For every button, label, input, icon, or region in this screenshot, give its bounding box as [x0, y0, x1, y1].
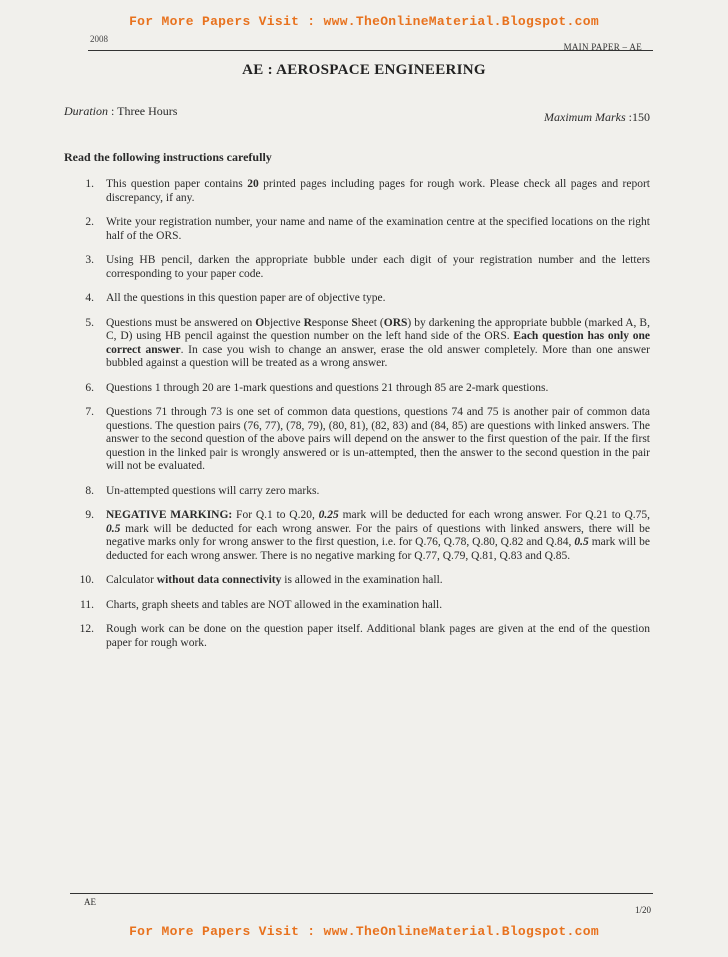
instruction-text-segment: Charts, graph sheets and tables are NOT allowed in the examination hall.	[106, 598, 443, 611]
instruction-text	[106, 509, 650, 562]
instruction-number: 11.	[80, 598, 94, 611]
instruction-item	[64, 509, 650, 563]
page-number: 1/20	[634, 905, 651, 915]
instruction-number: 1.	[85, 178, 94, 190]
instruction-text	[106, 623, 650, 649]
instruction-text-segment: heet (	[357, 316, 384, 329]
paper-code: MAIN PAPER – AE	[563, 42, 642, 52]
instruction-number: 5.	[85, 316, 94, 329]
instruction-text-segment: ) by darkening the appropriate bubble (marked A, B, C, D) using HB pencil against the question number on the left hand side of the ORS.	[106, 316, 650, 342]
instruction-item	[64, 485, 650, 499]
instruction-item	[64, 574, 650, 588]
instruction-text-segment: R	[303, 316, 312, 329]
instruction-text-segment: Using HB pencil, darken the appropriate bubble under each digit of your registration number and the letters corresponding to your paper code.	[106, 254, 650, 280]
page-title: AE : AEROSPACE ENGINEERING	[242, 62, 486, 78]
instruction-text-segment: Each question has only one correct answer	[106, 330, 650, 356]
instruction-item	[64, 406, 650, 474]
instruction-item	[64, 216, 650, 243]
instruction-text	[106, 599, 442, 611]
instruction-text-segment: O	[255, 316, 265, 329]
instruction-text-segment: S	[351, 316, 358, 329]
instruction-number: 2.	[85, 216, 94, 228]
instruction-item	[64, 317, 650, 371]
instruction-number: 8.	[85, 484, 94, 497]
instruction-text-segment: bjective	[264, 316, 304, 329]
bottom-banner: For More Papers Visit : www.TheOnlineMaterial.Blogspot.com	[129, 924, 599, 939]
instructions-list	[64, 178, 650, 661]
instruction-text-segment: . In case you wish to change an answer, erase the old answer completely. More than one answer bubbled against a question will be treated as a wrong answer.	[106, 343, 650, 369]
instruction-number: 7.	[85, 406, 94, 418]
instruction-number: 3.	[85, 254, 94, 266]
footer-divider	[70, 893, 653, 894]
instruction-text-segment: 0.5	[574, 536, 589, 548]
top-banner: For More Papers Visit : www.TheOnlineMaterial.Blogspot.com	[129, 14, 599, 29]
year-label: 2008	[90, 34, 108, 44]
instruction-text	[106, 382, 548, 394]
instruction-text-segment: is allowed in the examination hall.	[281, 574, 443, 586]
instruction-item	[64, 292, 650, 306]
instruction-number: 9.	[85, 509, 94, 521]
marks-value: :150	[625, 110, 650, 124]
instruction-text-segment: Questions 71 through 73 is one set of common data questions, questions 74 and 75 is another pair of common data questions. The question pairs (76, 77), (78, 79), (80, 81), (82, 83) and (84, 85) are questions with linked answers. The answer to the second question of the above pairs will depend on the answer to the first question of the pair. If the first question in the linked pair is wrongly answered or is un-attempted, then the answer to the second question in the pair will not be evaluated.	[106, 406, 650, 472]
instruction-text	[106, 178, 650, 204]
instruction-item	[64, 623, 650, 650]
instruction-text-segment: Rough work can be done on the question paper itself. Additional blank pages are given at the end of the question paper for rough work.	[106, 623, 650, 649]
instruction-number: 10.	[79, 574, 94, 586]
instruction-text-segment: For Q.1 to Q.20,	[232, 509, 319, 521]
instructions-heading: Read the following instructions carefully	[64, 150, 272, 164]
instruction-text-segment: 0.25	[318, 509, 339, 521]
duration-label: Duration	[64, 104, 109, 118]
instruction-item	[64, 382, 650, 396]
instruction-number: 4.	[85, 292, 94, 304]
instruction-text-segment: mark will be deducted for each wrong answer. For Q.21 to Q.75,	[338, 509, 651, 521]
instruction-text-segment: Un-attempted questions will carry zero marks.	[106, 484, 320, 497]
instruction-text-segment: 0.5	[106, 522, 121, 535]
instruction-text	[106, 485, 319, 497]
instruction-text-segment: without data connectivity	[156, 574, 282, 586]
instruction-text-segment: Write your registration number, your name and name of the examination centre at the specified locations on the right half of the ORS.	[106, 216, 650, 242]
instruction-text	[106, 254, 650, 280]
instruction-text-segment: mark will be deducted for each wrong answer. There is no negative marking for Q.77, Q.79, Q.81, Q.83 and Q.85.	[106, 536, 650, 562]
instruction-text-segment: ORS	[383, 316, 408, 329]
instruction-item	[64, 178, 650, 205]
footer-paper-code: AE	[84, 897, 96, 907]
instruction-text	[106, 574, 443, 586]
instruction-item	[64, 599, 650, 613]
instruction-item	[64, 254, 650, 281]
instruction-text	[106, 216, 650, 242]
instruction-text-segment: All the questions in this question paper are of objective type.	[106, 292, 386, 304]
marks-label: Maximum Marks	[544, 110, 626, 124]
instruction-text-segment: esponse	[311, 316, 352, 329]
instruction-text-segment: 20	[247, 178, 259, 190]
maximum-marks	[544, 110, 650, 125]
instruction-text-segment: NEGATIVE MARKING:	[106, 509, 233, 521]
instruction-number: 6.	[85, 381, 94, 394]
instruction-text	[106, 406, 650, 472]
instruction-text-segment: Questions 1 through 20 are 1-mark questions and questions 21 through 85 are 2-mark questions.	[106, 381, 549, 394]
duration-value: : Three Hours	[108, 104, 178, 118]
header-divider	[88, 50, 653, 51]
instruction-number: 12.	[79, 623, 94, 635]
instruction-text-segment: mark will be deducted for each wrong answer. For the pairs of questions with linked answers, there will be negative marks only for wrong answer to the first question, i.e. for Q.76, Q.78, Q.80, Q.82 and Q.84,	[106, 522, 650, 548]
duration	[64, 104, 177, 119]
instruction-text-segment: Calculator	[106, 574, 157, 586]
instruction-text-segment: printed pages including pages for rough work. Please check all pages and report discrepancy, if any.	[106, 178, 651, 204]
instruction-text-segment: This question paper contains	[106, 178, 248, 190]
instruction-text	[106, 317, 650, 370]
instruction-text	[106, 292, 385, 304]
instruction-text-segment: Questions must be answered on	[106, 316, 256, 329]
